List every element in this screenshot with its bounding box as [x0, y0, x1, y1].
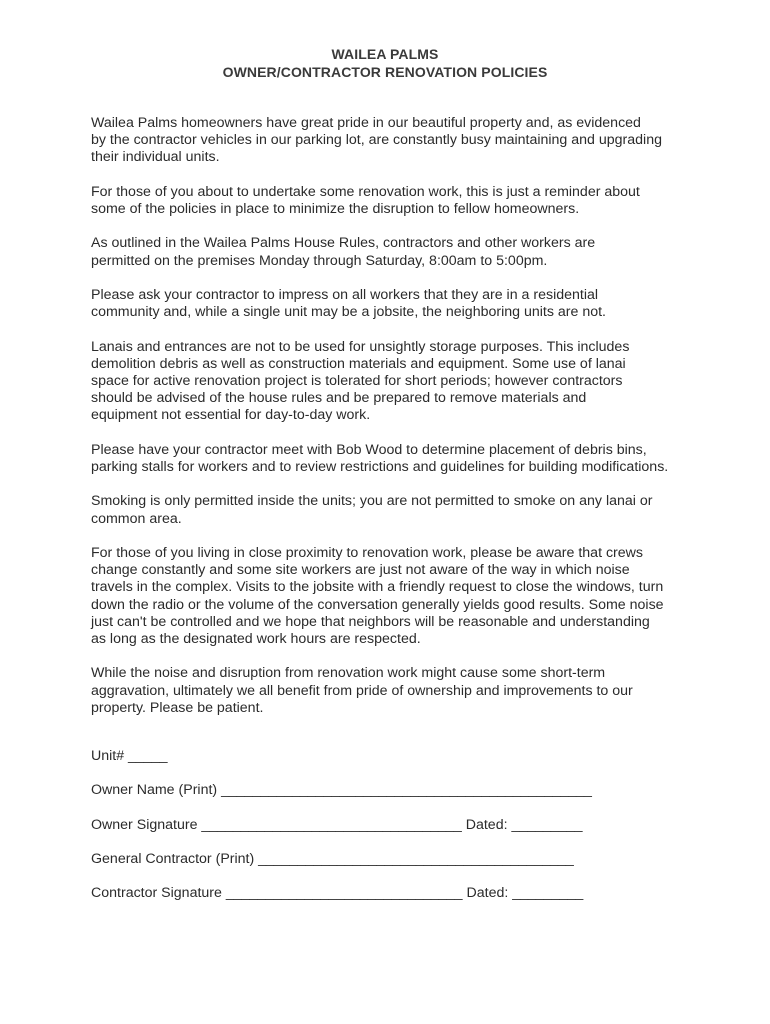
- general-contractor-field[interactable]: General Contractor (Print) ________________________________________: [91, 850, 574, 867]
- paragraph-noise: For those of you living in close proximity to renovation work, please be aware that crews change constantly and some site workers are just not aware of the way in which noise travels in the complex. Visits to the jobsite with a friendly request to close the windows, turn down the radio or the volume of the conversation generally yields good results. Some noise just can't be controlled and we hope that neighbors will be reasonable and understanding as long as the designated work hours are respected.: [91, 544, 664, 647]
- paragraph-residential-community: Please ask your contractor to impress on all workers that they are in a residential community and, while a single unit may be a jobsite, the neighboring units are not.: [91, 286, 606, 321]
- contractor-signature-field[interactable]: Contractor Signature ______________________________ Dated: _________: [91, 885, 584, 902]
- unit-field[interactable]: Unit# _____: [91, 748, 168, 764]
- document-title: WAILEA PALMS: [331, 46, 439, 62]
- paragraph-reminder: For those of you about to undertake some renovation work, this is just a reminder about some of the policies in place to minimize the disruption to fellow homeowners.: [91, 183, 640, 217]
- document-body: [91, 115, 711, 734]
- paragraph-lanai-storage: Lanais and entrances are not to be used for unsightly storage purposes. This includes demolition debris as well as construction materials and equipment. Some use of lanai space for active renovation project is tolerated for short periods; however contractors should be advised of the house rules and be prepared to remove materials and equipment not essential for day-to-day work.: [91, 338, 630, 424]
- paragraph-closing: While the noise and disruption from renovation work might cause some short-term aggravation, ultimately we all benefit from pride of ownership and improvements to our property. Please be patient.: [91, 665, 633, 716]
- owner-name-field[interactable]: Owner Name (Print) _______________________________________________: [91, 782, 592, 799]
- owner-signature-field[interactable]: Owner Signature _________________________________ Dated: _________: [91, 816, 583, 833]
- paragraph-debris-bins: Please have your contractor meet with Bob Wood to determine placement of debris bins, parking stalls for workers and to review restrictions and guidelines for building modifications.: [91, 441, 669, 475]
- paragraph-work-hours: As outlined in the Wailea Palms House Rules, contractors and other workers are permitted on the premises Monday through Saturday, 8:00am to 5:00pm.: [91, 235, 596, 269]
- paragraph-smoking: Smoking is only permitted inside the units; you are not permitted to smoke on any lanai or common area.: [91, 493, 653, 527]
- paragraph-intro: Wailea Palms homeowners have great pride in our beautiful property and, as evidenced by the contractor vehicles in our parking lot, are constantly busy maintaining and upgrading their individual units.: [91, 115, 662, 166]
- document-subtitle: OWNER/CONTRACTOR RENOVATION POLICIES: [222, 64, 548, 80]
- signature-form: [91, 748, 731, 919]
